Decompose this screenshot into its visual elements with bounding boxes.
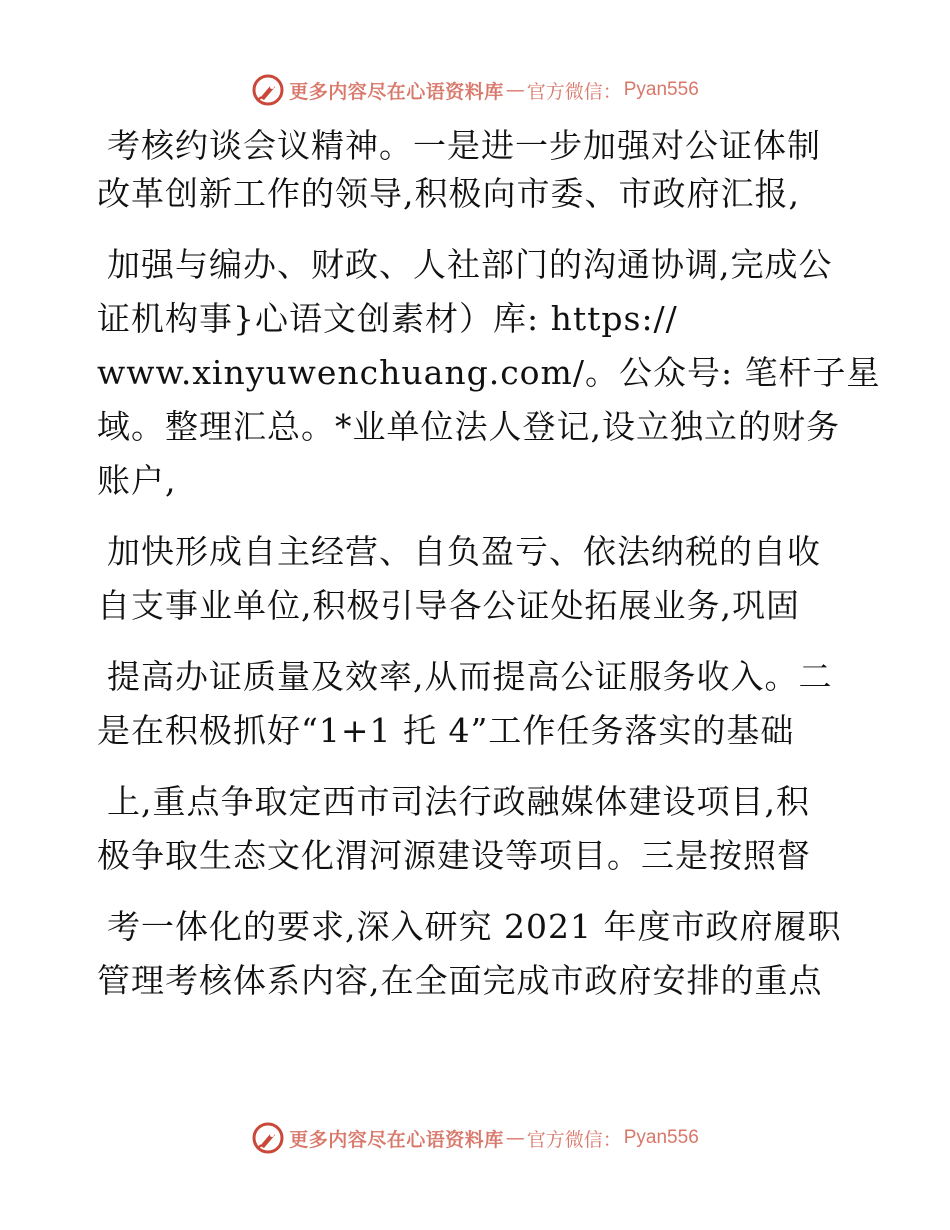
footer-banner-separator: — [505,1127,525,1149]
footer-banner-content [251,1121,699,1155]
header-banner-id: Pyan556 [623,79,699,100]
footer-banner-label: 官方微信： [526,1128,622,1151]
body-line: 上,重点争取定西市司法行政融媒体建设项目,积 [107,782,810,821]
body-line: 考核约谈会议精神。一是进一步加强对公证体制 [107,126,821,165]
header-banner-label: 官方微信： [526,80,622,103]
body-line: 自支事业单位,积极引导各公证处拓展业务,巩固 [97,586,800,625]
body-line: 域。整理汇总。*业单位法人登记,设立独立的财务 [97,407,840,446]
body-line: 账户, [97,461,177,500]
body-line: 极争取生态文化渭河源建设等项目。三是按照督 [97,836,811,875]
body-text [97,122,881,1005]
pen-nib-logo-icon [251,73,285,107]
body-line: 改革创新工作的领导,积极向市委、市政府汇报, [97,174,800,213]
header-banner-separator: — [505,79,525,101]
body-line: 加强与编办、财政、人社部门的沟通协调,完成公 [107,245,833,284]
body-line: 是在积极抓好“1+1 托 4”工作任务落实的基础 [97,711,795,750]
footer-banner [0,1120,950,1156]
header-banner-content [251,73,699,107]
header-banner-text: 更多内容尽在心语资料库 [289,80,504,103]
body-line: 提高办证质量及效率,从而提高公证服务收入。二 [107,657,833,696]
footer-banner-text: 更多内容尽在心语资料库 [289,1128,504,1151]
body-line: 证机构事}心语文创素材）库: https:// [97,299,678,338]
body-line: 加快形成自主经营、自负盈亏、依法纳税的自收 [107,532,821,571]
body-line: 管理考核体系内容,在全面完成市政府安排的重点 [97,961,823,1000]
pen-nib-logo-icon [251,1121,285,1155]
header-banner [0,72,950,108]
body-line: 考一体化的要求,深入研究 2021 年度市政府履职 [107,907,842,946]
body-line: www.xinyuwenchuang.com/。公众号: 笔杆子星 [97,353,881,392]
footer-banner-id: Pyan556 [623,1127,699,1148]
